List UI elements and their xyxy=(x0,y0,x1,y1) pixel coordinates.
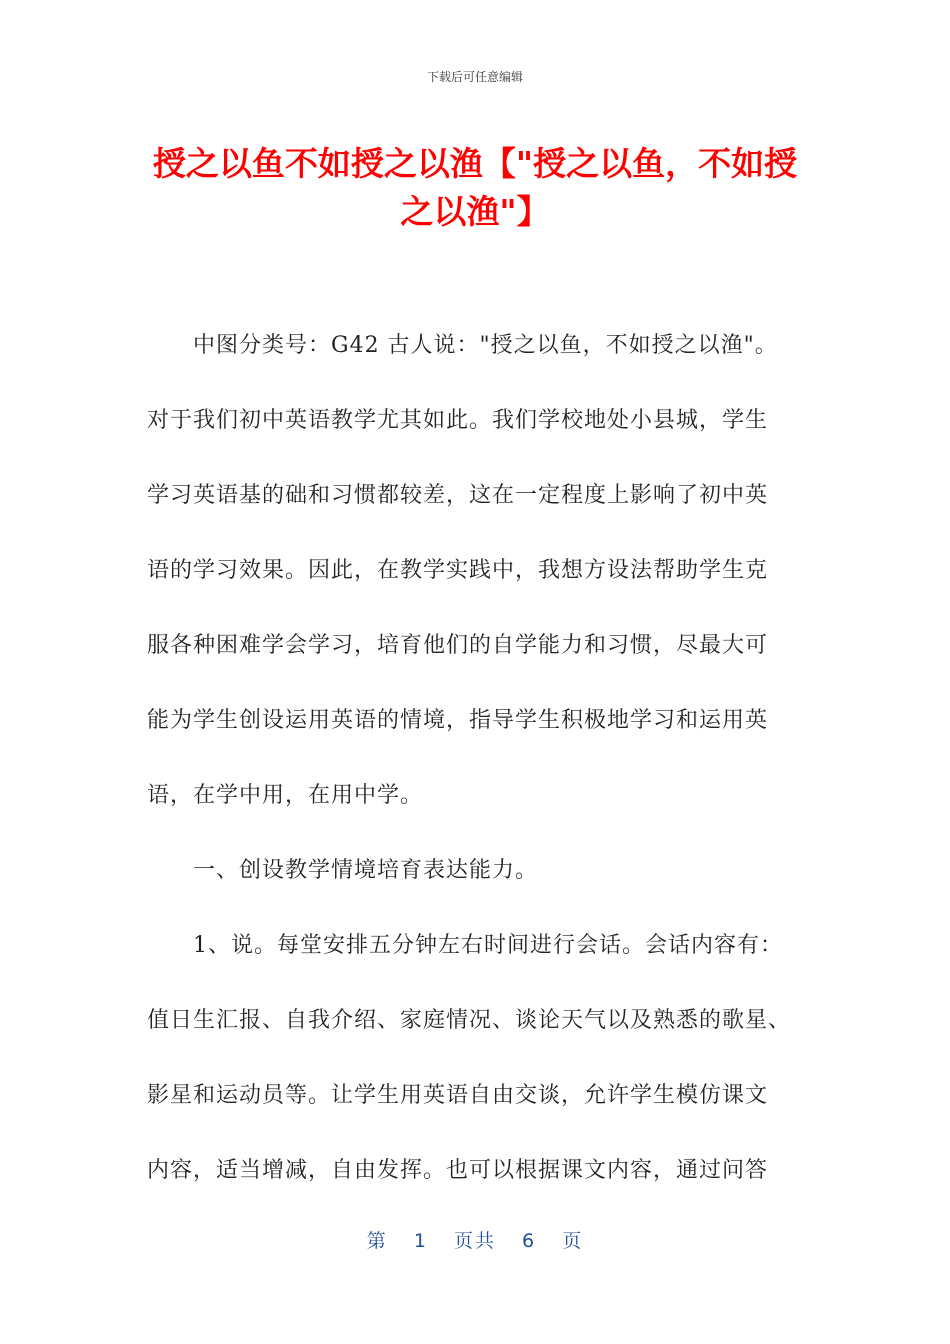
title-line-1: 授之以鱼不如授之以渔【"授之以鱼，不如授 xyxy=(152,144,798,183)
paragraph-line: 对于我们初中英语教学尤其如此。我们学校地处小县城，学生 xyxy=(147,408,769,433)
page-footer xyxy=(0,1226,950,1253)
paragraph-line: 能为学生创设运用英语的情境，指导学生积极地学习和运用英 xyxy=(147,708,769,733)
section-heading: 一、创设教学情境培育表达能力。 xyxy=(147,858,539,883)
paragraph-line: 语的学习效果。因此，在教学实践中，我想方设法帮助学生克 xyxy=(147,558,769,583)
paragraph-line: 内容，适当增减，自由发挥。也可以根据课文内容，通过问答 xyxy=(147,1158,769,1183)
total-pages-number: 6 xyxy=(522,1230,537,1252)
paragraph-line: 影星和运动员等。让学生用英语自由交谈，允许学生模仿课文 xyxy=(147,1083,769,1108)
document-title xyxy=(140,140,810,236)
paragraph-line: 值日生汇报、自我介绍、家庭情况、谈论天气以及熟悉的歌星、 xyxy=(147,1008,792,1033)
paragraph-line: 语，在学中用，在用中学。 xyxy=(147,783,424,808)
paragraph-line: 服各种困难学会学习，培育他们的自学能力和习惯，尽最大可 xyxy=(147,633,769,658)
paragraph-line: 学习英语基的础和习惯都较差，这在一定程度上影响了初中英 xyxy=(147,483,769,508)
total-word: 页共 xyxy=(453,1230,496,1252)
current-page-number: 1 xyxy=(413,1230,428,1252)
page-suffix: 页 xyxy=(562,1230,584,1252)
paragraph-line: 中图分类号：G42 古人说："授之以鱼，不如授之以渔"。 xyxy=(147,333,778,358)
title-line-2: 之以渔"】 xyxy=(400,192,550,231)
header-note: 下载后可任意编辑 xyxy=(426,70,523,84)
paragraph-line: 1、说。每堂安排五分钟左右时间进行会话。会话内容有： xyxy=(147,933,783,958)
page-word: 第 xyxy=(366,1230,388,1252)
